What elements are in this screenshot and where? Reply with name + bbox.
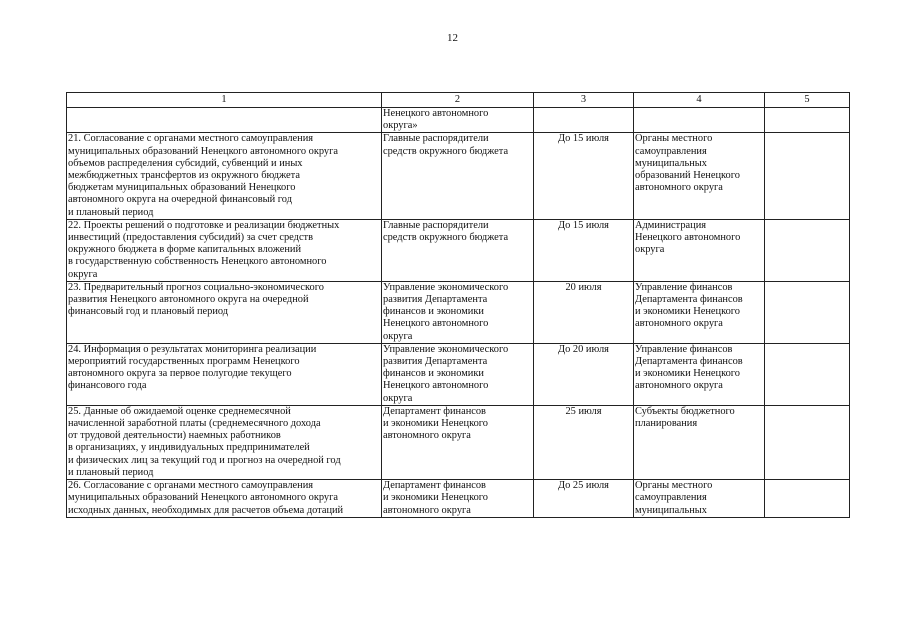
column-header-1: 1 — [67, 93, 382, 108]
note-cell — [765, 133, 850, 219]
table-row — [67, 343, 850, 405]
note-cell — [765, 480, 850, 518]
column-header-5: 5 — [765, 93, 850, 108]
responsible-cell: Управление экономического развития Департамента финансов и экономики Ненецкого автономного округа — [382, 343, 534, 405]
activity-cell: 26. Согласование с органами местного самоуправления муниципальных образований Ненецкого автономного округа исходных данных, необходимых для расчетов объема дотаций — [67, 480, 382, 518]
recipient-cell: Органы местного самоуправления муниципальных — [634, 480, 765, 518]
deadline-cell — [534, 108, 634, 133]
column-header-2: 2 — [382, 93, 534, 108]
deadline-cell: До 15 июля — [534, 133, 634, 219]
deadline-cell: 20 июля — [534, 281, 634, 343]
table-header-row — [67, 93, 850, 108]
recipient-cell — [634, 108, 765, 133]
activity-cell: 22. Проекты решений о подготовке и реализации бюджетных инвестиций (предоставления субсидий) за счет средств окружного бюджета в форме капитальных вложений в государственную собственность Ненецкого автономного округа — [67, 219, 382, 281]
activity-cell — [67, 108, 382, 133]
note-cell — [765, 343, 850, 405]
deadline-cell: До 25 июля — [534, 480, 634, 518]
activity-cell: 23. Предварительный прогноз социально-экономического развития Ненецкого автономного округа на очередной финансовый год и плановый период — [67, 281, 382, 343]
schedule-table — [66, 92, 850, 518]
recipient-cell: Органы местного самоуправления муниципальных образований Ненецкого автономного округа — [634, 133, 765, 219]
table-row — [67, 108, 850, 133]
responsible-cell: Главные распорядители средств окружного бюджета — [382, 133, 534, 219]
table-row — [67, 133, 850, 219]
responsible-cell: Главные распорядители средств окружного бюджета — [382, 219, 534, 281]
recipient-cell: Управление финансов Департамента финансов и экономики Ненецкого автономного округа — [634, 281, 765, 343]
deadline-cell: До 15 июля — [534, 219, 634, 281]
column-header-4: 4 — [634, 93, 765, 108]
responsible-cell: Управление экономического развития Департамента финансов и экономики Ненецкого автономного округа — [382, 281, 534, 343]
note-cell — [765, 281, 850, 343]
table-row — [67, 480, 850, 518]
column-header-3: 3 — [534, 93, 634, 108]
note-cell — [765, 405, 850, 479]
recipient-cell: Управление финансов Департамента финансов и экономики Ненецкого автономного округа — [634, 343, 765, 405]
recipient-cell: Администрация Ненецкого автономного округа — [634, 219, 765, 281]
page-number: 12 — [447, 32, 458, 44]
table-row — [67, 281, 850, 343]
deadline-cell: 25 июля — [534, 405, 634, 479]
responsible-cell: Ненецкого автономного округа» — [382, 108, 534, 133]
recipient-cell: Субъекты бюджетного планирования — [634, 405, 765, 479]
table-row — [67, 405, 850, 479]
table-body — [67, 93, 850, 518]
deadline-cell: До 20 июля — [534, 343, 634, 405]
table-row — [67, 219, 850, 281]
activity-cell: 24. Информация о результатах мониторинга реализации мероприятий государственных программ Ненецкого автономного округа за первое полугодие текущего финансового года — [67, 343, 382, 405]
note-cell — [765, 108, 850, 133]
activity-cell: 25. Данные об ожидаемой оценке среднемесячной начисленной заработной платы (среднемесячного дохода от трудовой деятельности) наемных работников в организациях, у индивидуальных предпринимателей и физических лиц за текущий год и прогноз на очередной год и плановый период — [67, 405, 382, 479]
activity-cell: 21. Согласование с органами местного самоуправления муниципальных образований Ненецкого автономного округа объемов распределения субсидий, субвенций и иных межбюджетных трансфертов из окружного бюджета бюджетам муниципальных образований Ненецкого автономного округа на очередной финансовый год и плановый период — [67, 133, 382, 219]
note-cell — [765, 219, 850, 281]
responsible-cell: Департамент финансов и экономики Ненецкого автономного округа — [382, 480, 534, 518]
responsible-cell: Департамент финансов и экономики Ненецкого автономного округа — [382, 405, 534, 479]
